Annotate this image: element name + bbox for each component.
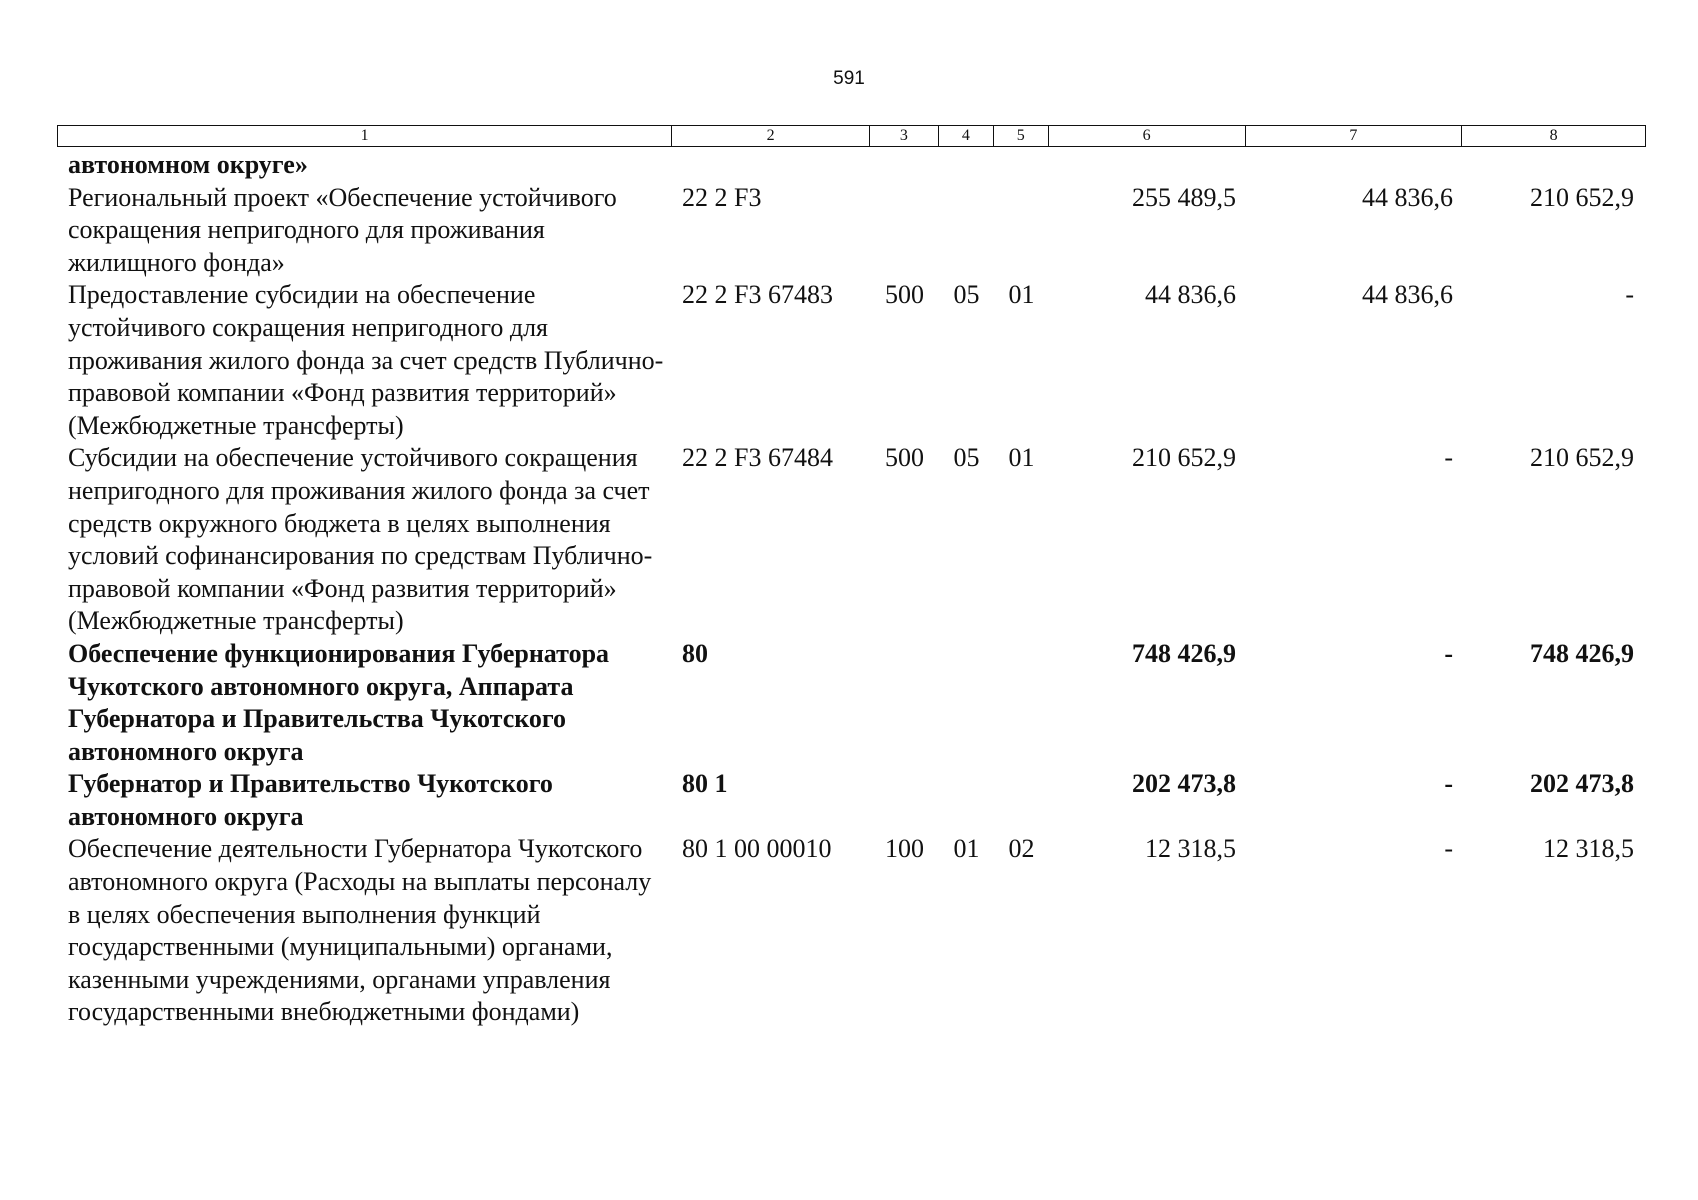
row-code: 22 2 F3 67483 bbox=[682, 280, 833, 310]
row-col-7: - bbox=[1444, 443, 1453, 473]
page-number: 591 bbox=[833, 68, 865, 89]
row-col-7: 44 836,6 bbox=[1362, 182, 1453, 212]
row-col-8: 210 652,9 bbox=[1530, 182, 1634, 212]
row-col-4 bbox=[939, 638, 994, 768]
row-col-8: 210 652,9 bbox=[1530, 443, 1634, 473]
header-col-7: 7 bbox=[1246, 126, 1463, 146]
row-name: Субсидии на обеспечение устойчивого сокращения непригодного для проживания жилого фонда за счет средств окружного бюджета в целях выполнения условий софинансирования по средствам Публично-правовой компании «Фонд развития территорий» (Межбюджетные трансферты) bbox=[68, 443, 653, 636]
row-col-6: 748 426,9 bbox=[1132, 638, 1236, 668]
row-col-3: 500 bbox=[885, 280, 924, 310]
row-col-5 bbox=[994, 149, 1049, 182]
row-col-4 bbox=[939, 182, 994, 280]
row-col-6: 44 836,6 bbox=[1145, 280, 1236, 310]
row-col-3: 100 bbox=[885, 834, 924, 864]
row-col-4: 05 bbox=[953, 280, 980, 310]
row-col-5 bbox=[994, 182, 1049, 280]
row-col-5 bbox=[994, 768, 1049, 833]
row-code bbox=[672, 149, 870, 182]
row-col-3 bbox=[870, 182, 939, 280]
row-col-3: 500 bbox=[885, 443, 924, 473]
row-col-4: 05 bbox=[953, 443, 980, 473]
row-col-5: 02 bbox=[1008, 834, 1035, 864]
row-col-8: - bbox=[1625, 280, 1634, 310]
header-col-1: 1 bbox=[58, 126, 672, 146]
row-code: 80 1 00 00010 bbox=[682, 834, 832, 864]
header-col-5: 5 bbox=[994, 126, 1049, 146]
row-name: Обеспечение деятельности Губернатора Чукотского автономного округа (Расходы на выплаты персоналу в целях обеспечения выполнения функций государственными (муниципальными) органами, казенными учреждениями, органами управления государственными внебюджетными фондами) bbox=[68, 834, 652, 1027]
row-col-3 bbox=[870, 638, 939, 768]
row-col-6: 12 318,5 bbox=[1145, 834, 1236, 864]
table-body bbox=[57, 149, 1646, 1029]
header-col-4: 4 bbox=[939, 126, 994, 146]
row-code: 80 1 bbox=[682, 769, 728, 799]
row-col-6: 255 489,5 bbox=[1132, 182, 1236, 212]
row-name: Губернатор и Правительство Чукотского автономного округа bbox=[68, 769, 553, 831]
row-name: Обеспечение функционирования Губернатора Чукотского автономного округа, Аппарата Губернатора и Правительства Чукотского автономного округа bbox=[68, 638, 610, 766]
row-col-3 bbox=[870, 149, 939, 182]
header-col-6: 6 bbox=[1049, 126, 1246, 146]
row-col-5 bbox=[994, 638, 1049, 768]
table-row bbox=[57, 279, 1646, 442]
row-col-7: 44 836,6 bbox=[1362, 280, 1453, 310]
header-col-2: 2 bbox=[672, 126, 870, 146]
row-col-7: - bbox=[1444, 769, 1453, 799]
table-row bbox=[57, 833, 1646, 1029]
row-code: 22 2 F3 67484 bbox=[682, 443, 833, 473]
table-header bbox=[57, 125, 1646, 147]
table-row bbox=[57, 638, 1646, 768]
header-col-8: 8 bbox=[1549, 127, 1558, 144]
row-name: Предоставление субсидии на обеспечение устойчивого сокращения непригодного для проживания жилого фонда за счет средств Публично-правовой компании «Фонд развития территорий» (Межбюджетные трансферты) bbox=[68, 280, 664, 440]
row-col-7: - bbox=[1444, 834, 1453, 864]
row-col-6 bbox=[1049, 149, 1246, 182]
table-row bbox=[57, 149, 1646, 182]
row-col-3 bbox=[870, 768, 939, 833]
row-code: 22 2 F3 bbox=[682, 182, 762, 212]
row-col-6: 202 473,8 bbox=[1132, 769, 1236, 799]
row-col-8: 202 473,8 bbox=[1530, 769, 1634, 799]
row-col-6: 210 652,9 bbox=[1132, 443, 1236, 473]
table-row bbox=[57, 768, 1646, 833]
row-col-5: 01 bbox=[1008, 280, 1035, 310]
row-name: автономном округе» bbox=[68, 150, 308, 179]
row-col-8 bbox=[1463, 149, 1646, 182]
row-col-7 bbox=[1246, 149, 1463, 182]
row-name: Региональный проект «Обеспечение устойчивого сокращения непригодного для проживания жилищного фонда» bbox=[68, 182, 617, 277]
row-code: 80 bbox=[682, 638, 708, 668]
row-col-5: 01 bbox=[1008, 443, 1035, 473]
table-row bbox=[57, 182, 1646, 280]
row-col-8: 748 426,9 bbox=[1530, 638, 1634, 668]
table-row bbox=[57, 442, 1646, 638]
row-col-7: - bbox=[1444, 638, 1453, 668]
header-col-3: 3 bbox=[870, 126, 939, 146]
row-col-4 bbox=[939, 768, 994, 833]
row-col-4 bbox=[939, 149, 994, 182]
row-col-4: 01 bbox=[953, 834, 980, 864]
row-col-8: 12 318,5 bbox=[1543, 834, 1634, 864]
